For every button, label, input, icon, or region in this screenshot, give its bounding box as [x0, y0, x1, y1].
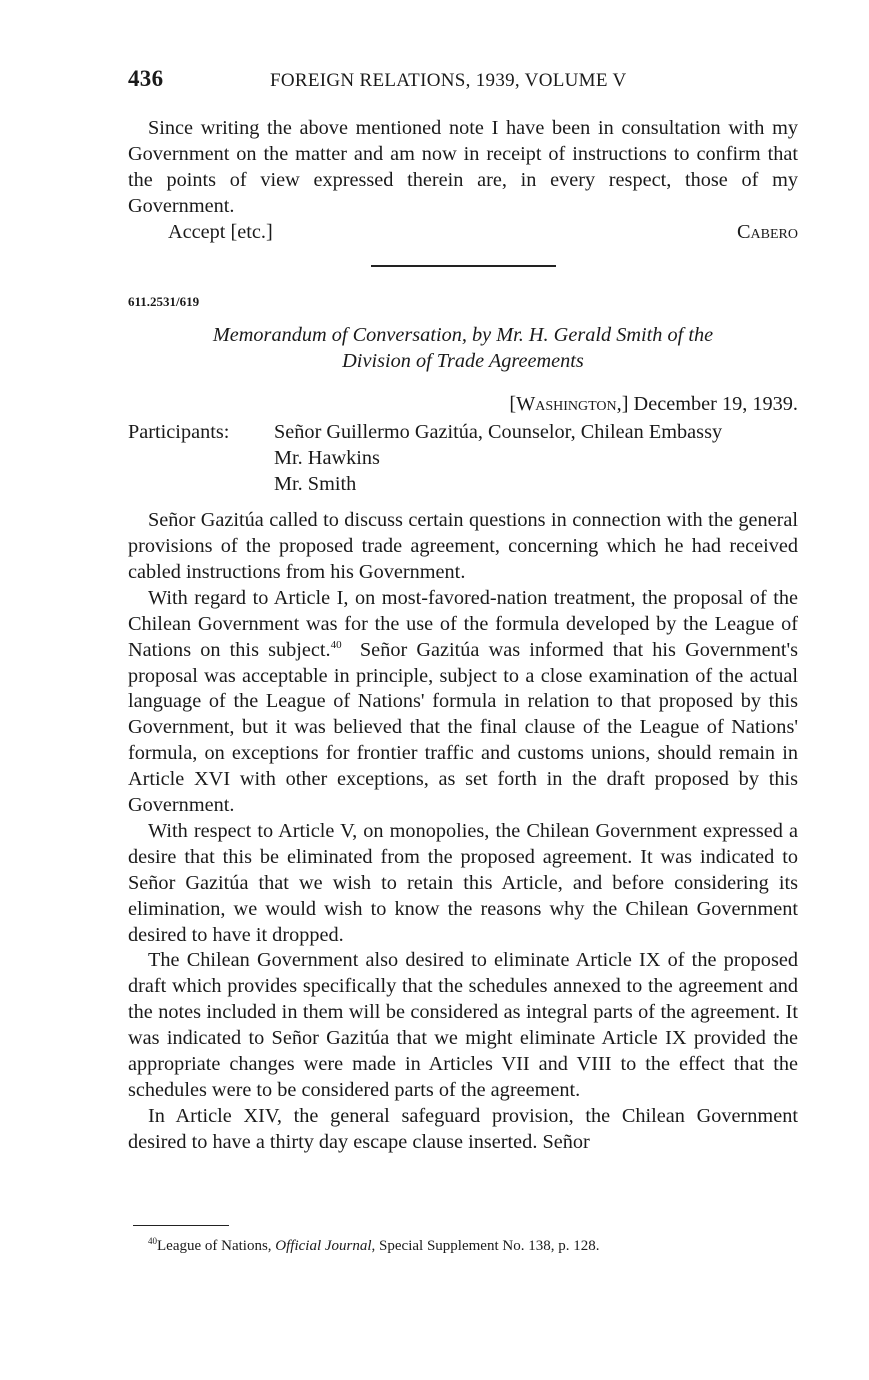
date: December 19, 1939. [633, 393, 798, 416]
participant: Mr. Smith [274, 473, 357, 496]
memo-paragraph-text: Señor Gazitúa was informed that his Government's proposal was acceptable in principle, subject to a close examination of the actual language of the League of Nations' formula in relation to that proposed by this Government, but it was believed that the final clause of the League of Nations' formula, on exceptions for frontier traffic and customs unions, should remain in Article XVI with other exceptions, as set forth in the draft proposed by this Government. [128, 638, 799, 817]
running-title: FOREIGN RELATIONS, 1939, VOLUME V [270, 70, 627, 91]
footnote-text-end: , Special Supplement No. 138, p. 128. [371, 1238, 600, 1254]
footnote-marker: 40 [148, 1236, 157, 1246]
page-body [128, 116, 798, 1156]
participants-list [274, 420, 798, 498]
memo-paragraph-text: With regard to Article I, on most-favored-nation treatment, the proposal of the Chilean Government was for the use of the formula developed by the League of Nations on this subject. [128, 586, 798, 661]
date-place: [Washington,] [509, 393, 629, 416]
participant: Mr. Hawkins [274, 447, 380, 470]
memo-paragraph: In Article XIV, the general safeguard provision, the Chilean Government desired to have a thirty day escape clause inserted. Señor [128, 1104, 798, 1153]
memo-paragraph [128, 586, 798, 819]
memo-paragraph: Señor Gazitúa called to discuss certain questions in connection with the general provisions of the proposed trade agreement, concerning which he had received cabled instructions from his Government. [128, 509, 798, 583]
footnote-rule [133, 1225, 229, 1226]
dateline [128, 392, 798, 418]
page-number: 436 [128, 66, 164, 91]
footnote [148, 1238, 599, 1255]
letter-paragraph: Since writing the above mentioned note I have been in consultation with my Government on the matter and am now in receipt of instructions to confirm that the points of view expressed therein are, in every respect, those of my Government. [128, 117, 798, 217]
file-number: 611.2531/619 [128, 293, 200, 309]
memo-paragraph: With respect to Article V, on monopolies, the Chilean Government expressed a desire that this be eliminated from the proposed agreement. It was indicated to Señor Gazitúa that we wish to retain this Article, and before considering its elimination, we would wish to know the reasons why the Chilean Government desired to have it dropped. [128, 819, 798, 946]
participants-label: Participants: [128, 421, 230, 444]
memo-title [128, 322, 798, 374]
footnote-reference: 40 [330, 638, 342, 651]
memo-title-line-2: Division of Trade Agreements [342, 350, 584, 373]
memo-paragraph: The Chilean Government also desired to eliminate Article IX of the proposed draft which provides specifically that the schedules annexed to the agreement and the notes included in them will be considered as integral parts of the agreement. It was indicated to Señor Gazitúa that we might eliminate Article IX provided the appropriate changes were made in Articles VII and VIII to the effect that the schedules were to be considered parts of the agreement. [128, 949, 798, 1101]
footnote-journal-title: Official Journal [275, 1238, 372, 1254]
participants-block [128, 420, 798, 498]
signature-name: Cabero [737, 220, 798, 243]
section-separator [371, 265, 556, 267]
letter-signature-line [128, 220, 798, 246]
participant: Señor Guillermo Gazitúa, Counselor, Chilean Embassy [274, 421, 723, 444]
memo-title-line-1: Memorandum of Conversation, by Mr. H. Gerald Smith of the [212, 324, 714, 347]
footnote-text: League of Nations, [157, 1238, 276, 1254]
letter-closing: Accept [etc.] [168, 220, 273, 243]
